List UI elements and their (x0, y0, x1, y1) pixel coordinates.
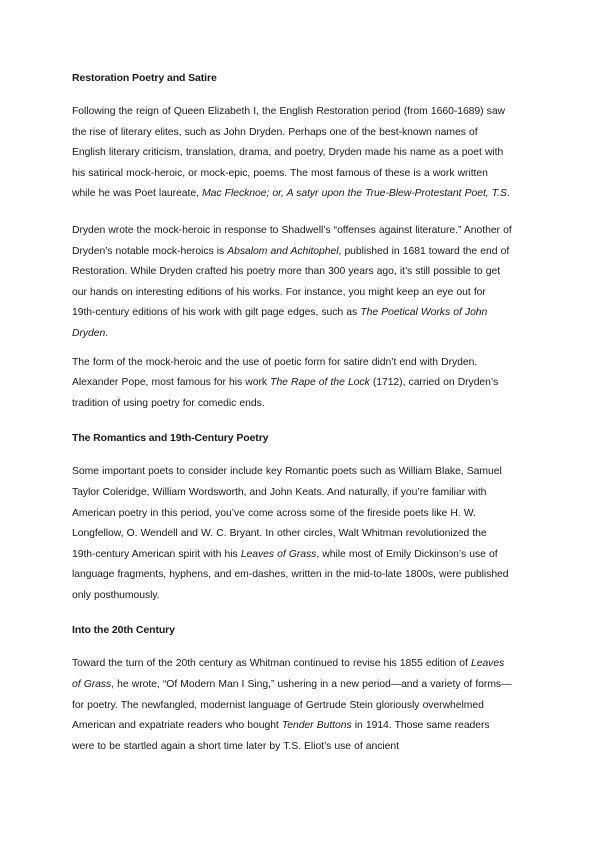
text-run: in 1914. Those same readers were to be startled again a short time later by T.S. Eliot’s use of ancient (72, 720, 490, 752)
paragraph-dryden-mock-heroic (72, 221, 512, 345)
text-run: . (506, 188, 510, 200)
section-heading-restoration: Restoration Poetry and Satire (72, 72, 217, 84)
section-heading-20th-century: Into the 20th Century (72, 624, 175, 637)
work-title-absalom: Absalom and Achitophel (227, 245, 339, 257)
text-run: Dryden wrote the mock-heroic in response to Shadwell’s “offenses against literature.” Another of Dryden’s notable mock-heroics is (72, 224, 512, 257)
text-run: Toward the turn of the 20th century as Whitman continued to revise his 1855 edition of (72, 658, 471, 670)
paragraph-20th-century (72, 654, 512, 757)
paragraph-pope (72, 353, 512, 415)
text-run: The form of the mock-heroic and the use of poetic form for satire didn’t end with Dryden. Alexander Pope, most famous for his work (72, 356, 478, 389)
text-run: , published in 1681 toward the end of Restoration. While Dryden crafted his poetry more than 300 years ago, it’s still possible to get our hands on interesting editions of his works. For instance, you might keep an eye out for 19th-century editions of his work with gilt page edges, such as (72, 245, 510, 319)
paragraph-restoration-intro (72, 102, 512, 205)
text-run: Some important poets to consider include key Romantic poets such as William Blake, Samuel Taylor Coleridge, William Wordsworth, and John Keats. And naturally, if you’re familiar with American poetry in this period, you’ve come across some of the fireside poets like H. W. Longfellow, O. Wendell and W. C. Bryant. In other circles, Walt Whitman revolutionized the 19th-century American spirit with his (72, 466, 502, 560)
text-run: , he wrote, “Of Modern Man I Sing,” ushering in a new period—and a variety of forms—for poetry. The newfangled, modernist language of Gertrude Stein gloriously overwhelmed American and expatriate readers who bought (72, 679, 512, 732)
text-run: Following the reign of Queen Elizabeth I, the English Restoration period (from 1660-1689) saw the rise of literary elites, such as John Dryden. Perhaps one of the best-known names of English literary criticism, translation, drama, and poetry, Dryden made his name as a poet with his satirical mock-heroic, or mock-epic, poems. The most famous of these is a work written while he was Poet laureate, (72, 106, 506, 200)
work-title-leaves-of-grass: Leaves of Grass (240, 548, 317, 560)
text-run: . (105, 327, 109, 339)
document-page (72, 66, 512, 757)
text-run: , while most of Emily Dickinson’s use of language fragments, hyphens, and em-dashes, written in the mid-to-late 1800s, were published only posthumously. (72, 548, 509, 601)
work-title-tender-buttons: Tender Buttons (281, 720, 352, 732)
text-run: (1712), carried on Dryden’s tradition of using poetry for comedic ends. (72, 377, 499, 409)
section-heading-romantics: The Romantics and 19th-Century Poetry (72, 432, 269, 445)
work-title-rape-of-the-lock: The Rape of the Lock (270, 377, 370, 389)
paragraph-romantic-poets (72, 462, 512, 606)
work-title-mac-flecknoe: Mac Flecknoe; or, A satyr upon the True-Blew-Protestant Poet, T.S (202, 188, 507, 200)
work-title-poetical-works: The Poetical Works of John Dryden (72, 307, 488, 339)
work-title-leaves-of-grass: Leaves of Grass (72, 658, 505, 691)
